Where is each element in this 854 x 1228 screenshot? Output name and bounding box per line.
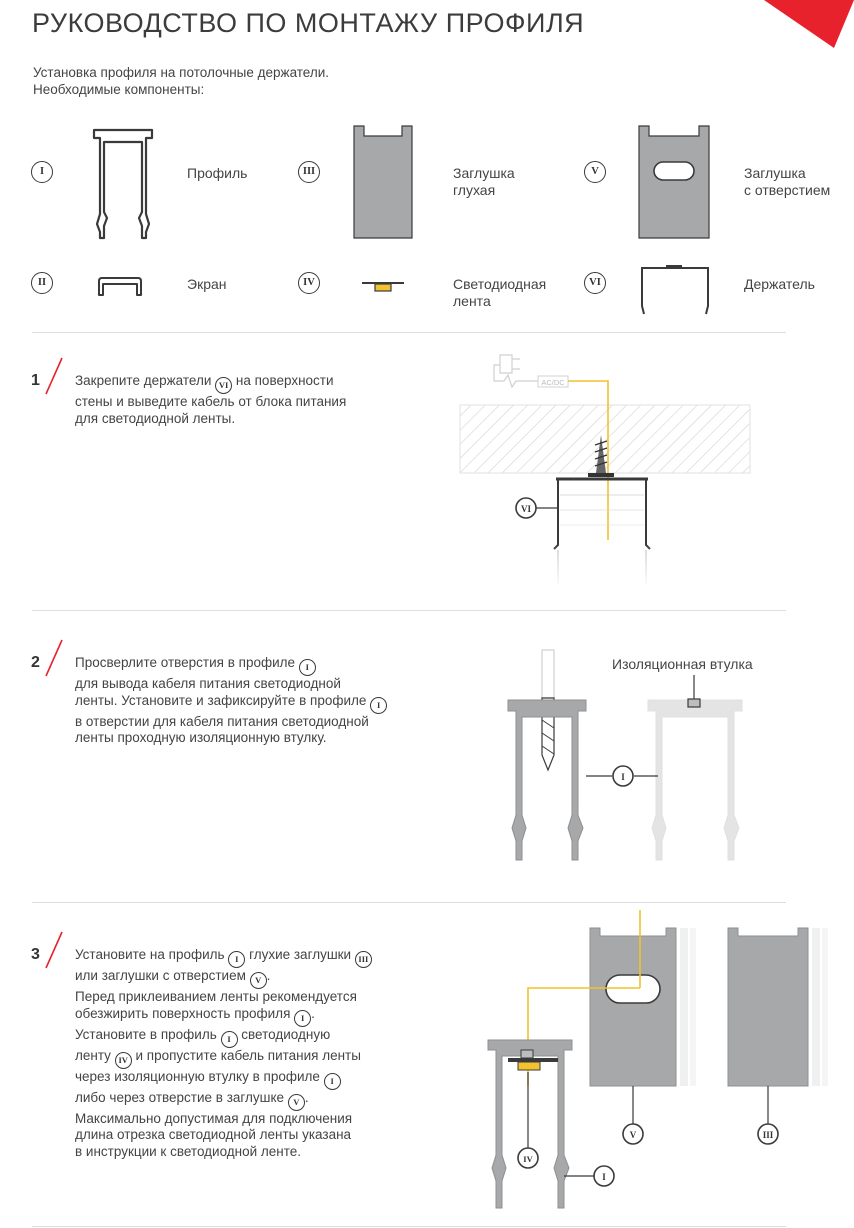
component-label: Заглушка глухая	[453, 165, 515, 198]
step-slash	[44, 638, 64, 678]
page-title: РУКОВОДСТВО ПО МОНТАЖУ ПРОФИЛЯ	[32, 8, 585, 38]
step-number: 2	[31, 654, 40, 671]
step-number: 1	[31, 372, 40, 389]
component-badge: IV	[298, 272, 320, 294]
sleeve-label: Изоляционная втулка	[612, 656, 753, 672]
step-number: 3	[31, 946, 40, 963]
component-badge: VI	[584, 272, 606, 294]
step-slash	[44, 356, 64, 396]
step-2-text: Просверлите отверстия в профиле I для вывода кабеля питания светодиодной ленты. Установите и зафиксируйте в профиле I в отверстии для кабеля питания светодиодной ленты проходную изоляционную втулку.	[75, 655, 387, 747]
psu-label: AC/DC	[541, 378, 565, 387]
holder-bracket-drawing	[636, 262, 716, 322]
callout-label: I	[621, 772, 625, 782]
step-3-text: Установите на профиль I глухие заглушки III или заглушки с отверстием V . Перед приклеиванием ленты рекомендуется обезжирить поверхность профиля I . Установите в профиль I светодиодную ленту IV и пропустите кабель питания ленты через изоляционную втулку в профиле I либо через отверстие в заглушке V . Максимально допустимая для подключения длина отрезка светодиодной ленты указана в инструкции к светодиодной ленте.	[75, 947, 372, 1160]
intro-line: Установка профиля на потолочные держатели.	[33, 65, 330, 80]
callout-label: I	[602, 1172, 606, 1182]
end-cap-with-hole-drawing	[637, 122, 713, 240]
section-divider	[32, 332, 786, 333]
step-1-text: Закрепите держатели VI на поверхности стены и выведите кабель от блока питания для светодиодной ленты.	[75, 373, 347, 426]
step-2-illustration	[490, 645, 780, 865]
section-divider	[32, 902, 786, 903]
component-label: Профиль	[187, 165, 248, 181]
section-divider	[32, 610, 786, 611]
intro-text	[33, 64, 329, 98]
step-slash	[44, 930, 64, 970]
diffuser-screen-drawing	[95, 275, 145, 299]
brand-corner-triangle	[764, 0, 854, 50]
component-label: Светодиодная лента	[453, 276, 547, 309]
component-badge: II	[31, 272, 53, 294]
component-badge: I	[31, 161, 53, 183]
blank-end-cap-drawing	[352, 122, 416, 240]
component-badge: III	[298, 161, 320, 183]
component-label: Экран	[187, 276, 227, 292]
led-strip-drawing	[358, 278, 408, 296]
callout-label: III	[762, 1130, 774, 1140]
profile-drawing	[88, 122, 158, 242]
step-1-illustration	[460, 345, 760, 605]
component-badge: V	[584, 161, 606, 183]
step-3-illustration	[480, 910, 840, 1220]
component-label: Держатель	[744, 276, 815, 292]
intro-line: Необходимые компоненты:	[33, 82, 205, 97]
callout-label: V	[629, 1130, 637, 1140]
section-divider	[32, 1226, 786, 1227]
component-label: Заглушка с отверстием	[744, 165, 831, 198]
callout-label: VI	[520, 504, 532, 514]
callout-label: IV	[523, 1154, 533, 1164]
